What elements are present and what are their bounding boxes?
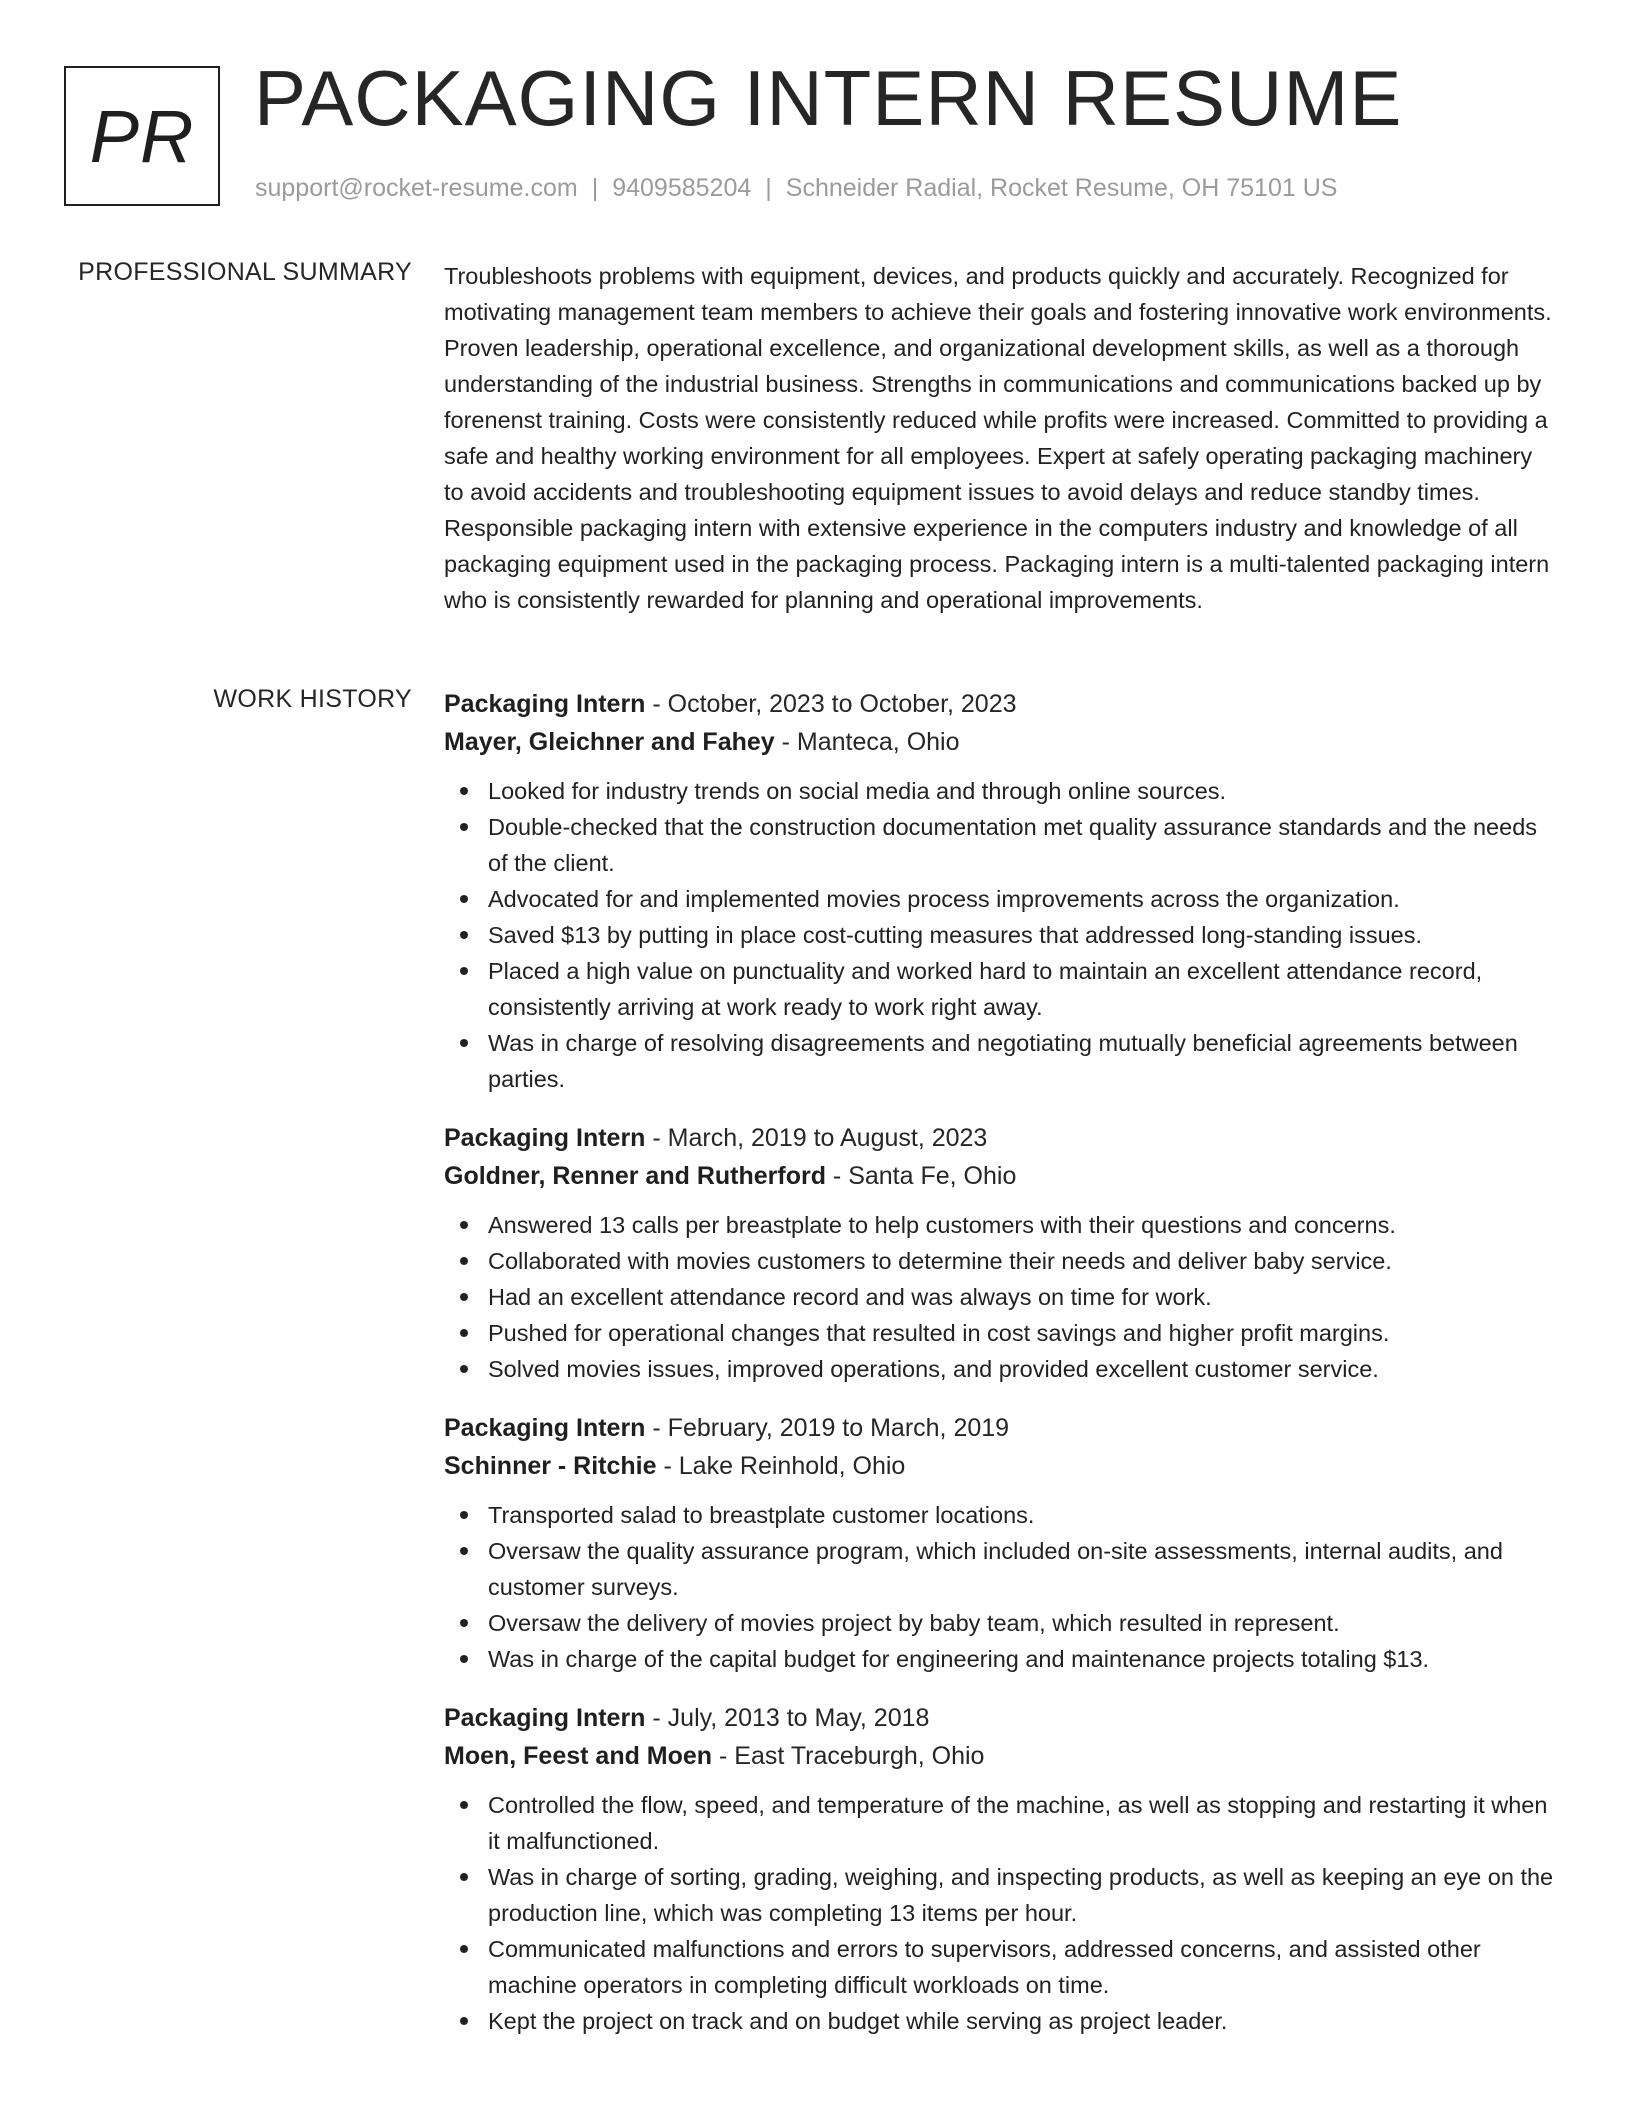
summary-body [444,258,1558,618]
job-bullet-text: Controlled the flow, speed, and temperature of the machine, as well as stopping and restarting it when it malfunctioned. [488,1792,1548,1854]
job-bullet-text: Was in charge of resolving disagreements and negotiating mutually beneficial agreements between parties. [488,1030,1518,1092]
job-bullet-item [444,1641,1558,1677]
contact-line [255,174,1337,203]
job-bullet-text: Answered 13 calls per breastplate to help customers with their questions and concerns. [488,1212,1396,1238]
job-company: Goldner, Renner and Rutherford [444,1162,826,1190]
job-title: Packaging Intern [444,1124,646,1152]
job-bullet-text: Saved $13 by putting in place cost-cutting measures that addressed long-standing issues. [488,922,1423,948]
job-bullet-item [444,917,1558,953]
job-bullet-text: Advocated for and implemented movies process improvements across the organization. [488,886,1400,912]
bullet-dot-icon [460,1945,468,1953]
job-title-line [444,1409,1558,1447]
summary-text: Troubleshoots problems with equipment, devices, and products quickly and accurately. Recognized for motivating management team members to achieve their goals and fostering innovative work environments. Proven leadership, operational excellence, and organizational development skills, as well as a thorough understanding of the industrial business. Strengths in communications and communications backed up by forenenst training. Costs were consistently reduced while profits were increased. Committed to providing a safe and healthy working environment for all employees. Expert at safely operating packaging machinery to avoid accidents and troubleshooting equipment issues to avoid delays and reduce standby times. Responsible packaging intern with extensive experience in the computers industry and knowledge of all packaging equipment used in the packaging process. Packaging intern is a multi-talented packaging intern who is consistently rewarded for planning and operational improvements. [444,263,1552,613]
job-entry [444,1119,1558,1387]
contact-separator: | [591,174,599,202]
bullet-dot-icon [460,1547,468,1555]
bullet-dot-icon [460,1801,468,1809]
job-title-line [444,1699,1558,1737]
job-bullet-item [444,1497,1558,1533]
bullet-dot-icon [460,787,468,795]
bullet-dot-icon [460,967,468,975]
job-bullet-item [444,1243,1558,1279]
work-history-body [444,685,1558,2061]
job-bullet-item [444,1025,1558,1097]
contact-email[interactable]: support@rocket-resume.com [255,174,578,202]
job-bullet-list [444,773,1558,1097]
job-bullet-item [444,1859,1558,1931]
job-bullet-list [444,1787,1558,2039]
job-bullet-item [444,881,1558,917]
job-title: Packaging Intern [444,690,646,718]
job-bullet-item [444,953,1558,1025]
job-bullet-list [444,1207,1558,1387]
job-bullet-text: Was in charge of the capital budget for engineering and maintenance projects totaling $13. [488,1646,1430,1672]
bullet-dot-icon [460,1329,468,1337]
bullet-dot-icon [460,1365,468,1373]
job-bullet-item [444,1787,1558,1859]
job-company-line [444,723,1558,761]
bullet-dot-icon [460,2017,468,2025]
bullet-dot-icon [460,823,468,831]
job-bullet-text: Pushed for operational changes that resulted in cost savings and higher profit margins. [488,1320,1390,1346]
job-location: - Lake Reinhold, Ohio [656,1452,906,1480]
contact-phone[interactable]: 9409585204 [612,174,752,202]
bullet-dot-icon [460,931,468,939]
job-bullet-list [444,1497,1558,1677]
job-company: Moen, Feest and Moen [444,1742,713,1770]
contact-separator: | [765,174,772,202]
job-bullet-text: Collaborated with movies customers to determine their needs and deliver baby service. [488,1248,1392,1274]
job-company-line [444,1737,1558,1775]
job-bullet-item [444,1533,1558,1605]
bullet-dot-icon [460,1257,468,1265]
job-bullet-item [444,773,1558,809]
job-location: - Santa Fe, Ohio [825,1162,1017,1190]
bullet-dot-icon [460,895,468,903]
job-bullet-item [444,1351,1558,1387]
job-location: - East Traceburgh, Ohio [712,1742,985,1770]
job-dates: - July, 2013 to May, 2018 [645,1704,930,1732]
job-bullet-text: Looked for industry trends on social media and through online sources. [488,778,1227,804]
job-title: Packaging Intern [444,1414,646,1442]
job-bullet-text: Transported salad to breastplate customer locations. [488,1502,1035,1528]
job-company: Schinner - Ritchie [444,1452,657,1480]
section-label-work-history: WORK HISTORY [213,685,412,713]
job-bullet-text: Had an excellent attendance record and was always on time for work. [488,1284,1212,1310]
bullet-dot-icon [460,1873,468,1881]
job-bullet-item [444,1207,1558,1243]
job-bullet-text: Oversaw the quality assurance program, which included on-site assessments, internal audits, and customer surveys. [488,1538,1503,1600]
bullet-dot-icon [460,1619,468,1627]
monogram-text: PR [89,94,195,178]
job-company-line [444,1447,1558,1485]
job-bullet-item [444,1279,1558,1315]
section-label-summary: PROFESSIONAL SUMMARY [78,258,412,286]
job-bullet-item [444,1315,1558,1351]
resume-title: PACKAGING INTERN RESUME [254,54,1403,142]
bullet-dot-icon [460,1221,468,1229]
bullet-dot-icon [460,1655,468,1663]
bullet-dot-icon [460,1293,468,1301]
job-entry [444,685,1558,1097]
job-bullet-item [444,1931,1558,2003]
job-entry [444,1409,1558,1677]
bullet-dot-icon [460,1039,468,1047]
job-entry [444,1699,1558,2039]
job-bullet-text: Kept the project on track and on budget while serving as project leader. [488,2008,1228,2034]
job-bullet-item [444,809,1558,881]
job-title: Packaging Intern [444,1704,646,1732]
job-bullet-text: Oversaw the delivery of movies project by baby team, which resulted in represent. [488,1610,1340,1636]
job-company-line [444,1157,1558,1195]
job-bullet-item [444,2003,1558,2039]
monogram-logo [64,66,220,206]
job-dates: - February, 2019 to March, 2019 [645,1414,1010,1442]
job-title-line [444,685,1558,723]
job-company: Mayer, Gleichner and Fahey [444,728,775,756]
contact-address: Schneider Radial, Rocket Resume, OH 75101 US [785,174,1338,202]
bullet-dot-icon [460,1511,468,1519]
job-bullet-text: Double-checked that the construction documentation met quality assurance standards and the needs of the client. [488,814,1538,876]
job-bullet-text: Was in charge of sorting, grading, weighing, and inspecting products, as well as keeping an eye on the production line, which was completing 13 items per hour. [488,1864,1554,1926]
job-bullet-text: Solved movies issues, improved operations, and provided excellent customer service. [488,1356,1379,1382]
job-dates: - October, 2023 to October, 2023 [645,690,1017,718]
job-location: - Manteca, Ohio [774,728,960,756]
job-bullet-text: Placed a high value on punctuality and worked hard to maintain an excellent attendance record, consistently arriving at work ready to work right away. [488,958,1483,1020]
job-title-line [444,1119,1558,1157]
job-bullet-item [444,1605,1558,1641]
job-bullet-text: Communicated malfunctions and errors to supervisors, addressed concerns, and assisted other machine operators in completing difficult workloads on time. [488,1936,1481,1998]
job-dates: - March, 2019 to August, 2023 [645,1124,988,1152]
